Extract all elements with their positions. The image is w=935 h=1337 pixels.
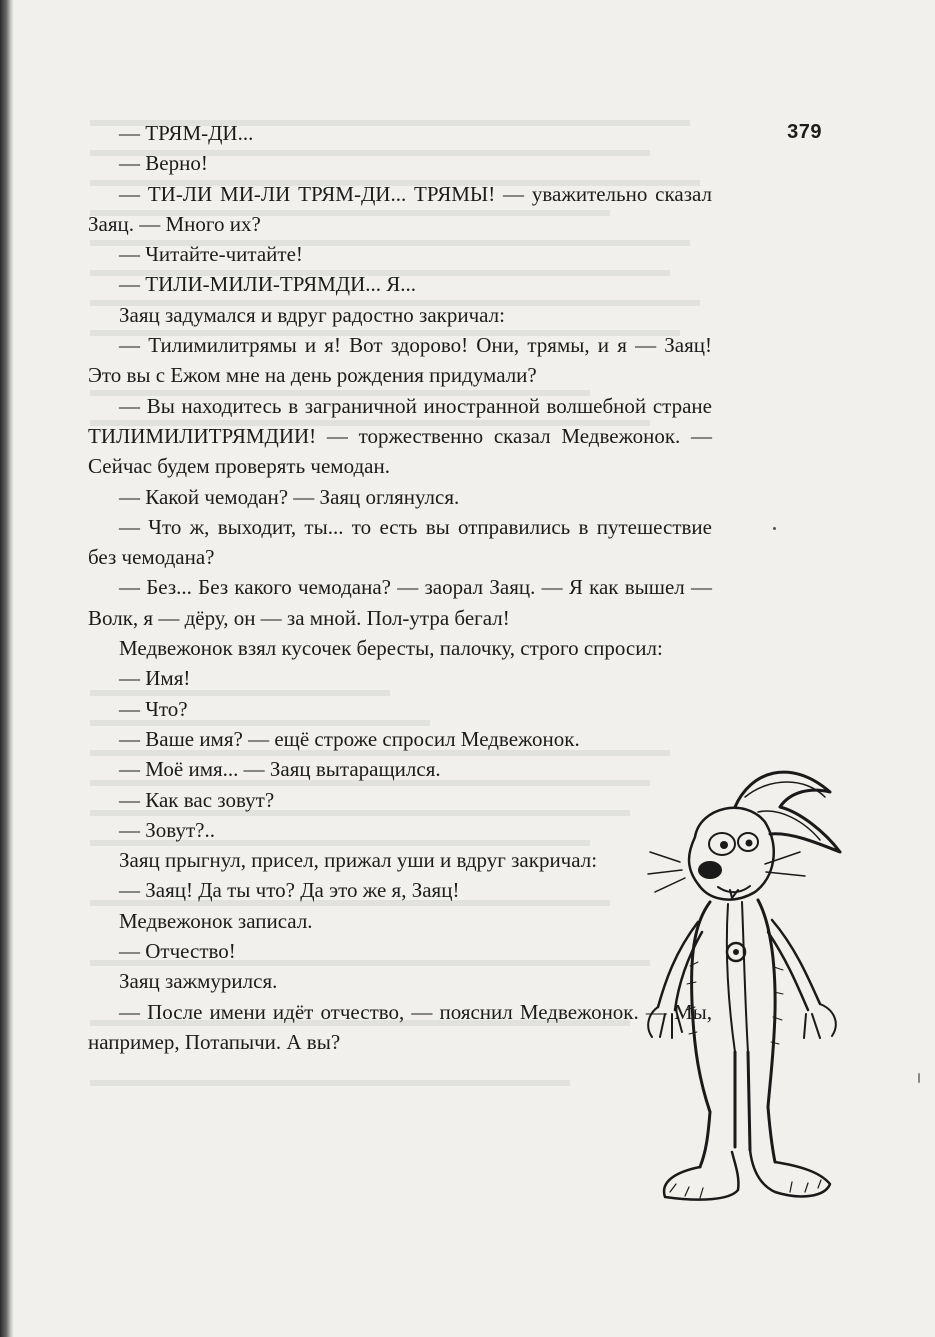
paragraph: — ТРЯМ-ДИ... xyxy=(119,121,254,145)
paragraph: — Ваше имя? — ещё строже спросил Медвежонок. xyxy=(119,726,580,751)
paper-speck xyxy=(773,527,776,530)
page-number: 379 xyxy=(787,121,822,143)
paragraph: — Верно! xyxy=(119,151,208,176)
paragraph: — После имени идёт отчество, — пояснил Медвежонок. — Мы, например, Потапычи. А вы? xyxy=(88,999,712,1054)
paragraph: — Моё имя... — Заяц вытаращился. xyxy=(119,757,441,782)
paragraph: — Тилимилитрямы и я! Вот здорово! Они, трямы, и я — Заяц! Это вы с Ежом мне на день рождения придумали? xyxy=(88,333,712,388)
paragraph: — Что ж, выходит, ты... то есть вы отправились в путешествие без чемодана? xyxy=(88,514,712,570)
paragraph: — Без... Без какого чемодана? — заорал Заяц. — Я как вышел — Волк, я — дёру, он — за мной. Пол-утра бегал! xyxy=(88,575,712,630)
paragraph: — Как вас зовут? xyxy=(119,787,275,812)
paragraph: — Имя! xyxy=(119,666,191,691)
paragraph: — Что? xyxy=(119,696,188,721)
hare-illustration xyxy=(640,752,855,1217)
paragraph: — Заяц! Да ты что? Да это же я, Заяц! xyxy=(119,878,460,903)
paragraph: Заяц прыгнул, присел, прижал уши и вдруг закричал: xyxy=(119,848,598,873)
paragraph: Заяц зажмурился. xyxy=(119,969,278,994)
paragraph: — ТИЛИ-МИЛИ-ТРЯМДИ... Я... xyxy=(119,272,416,297)
paragraph: — Вы находитесь в заграничной иностранной волшебной стране ТИЛИМИЛИТРЯМДИИ! — торжественно сказал Медвежонок. — Сейчас будем проверять чемодан. xyxy=(88,393,712,479)
paragraph: Медвежонок записал. xyxy=(119,908,313,933)
paragraph: — Отчество! xyxy=(119,939,236,964)
paragraph: — Какой чемодан? — Заяц оглянулся. xyxy=(119,484,460,509)
paragraph: Заяц задумался и вдруг радостно закричал: xyxy=(119,302,505,327)
book-spine-shadow xyxy=(0,0,14,1337)
paragraph: Медвежонок взял кусочек бересты, палочку, строго спросил: xyxy=(119,636,663,661)
paragraph: — ТИ-ЛИ МИ-ЛИ ТРЯМ-ДИ... ТРЯМЫ! — уважительно сказал Заяц. — Много их? xyxy=(88,181,712,236)
paragraph: — Зовут?.. xyxy=(119,817,215,842)
body-text xyxy=(88,118,712,1057)
paper-speck xyxy=(918,1073,920,1083)
paragraph: — Читайте-читайте! xyxy=(119,242,303,267)
